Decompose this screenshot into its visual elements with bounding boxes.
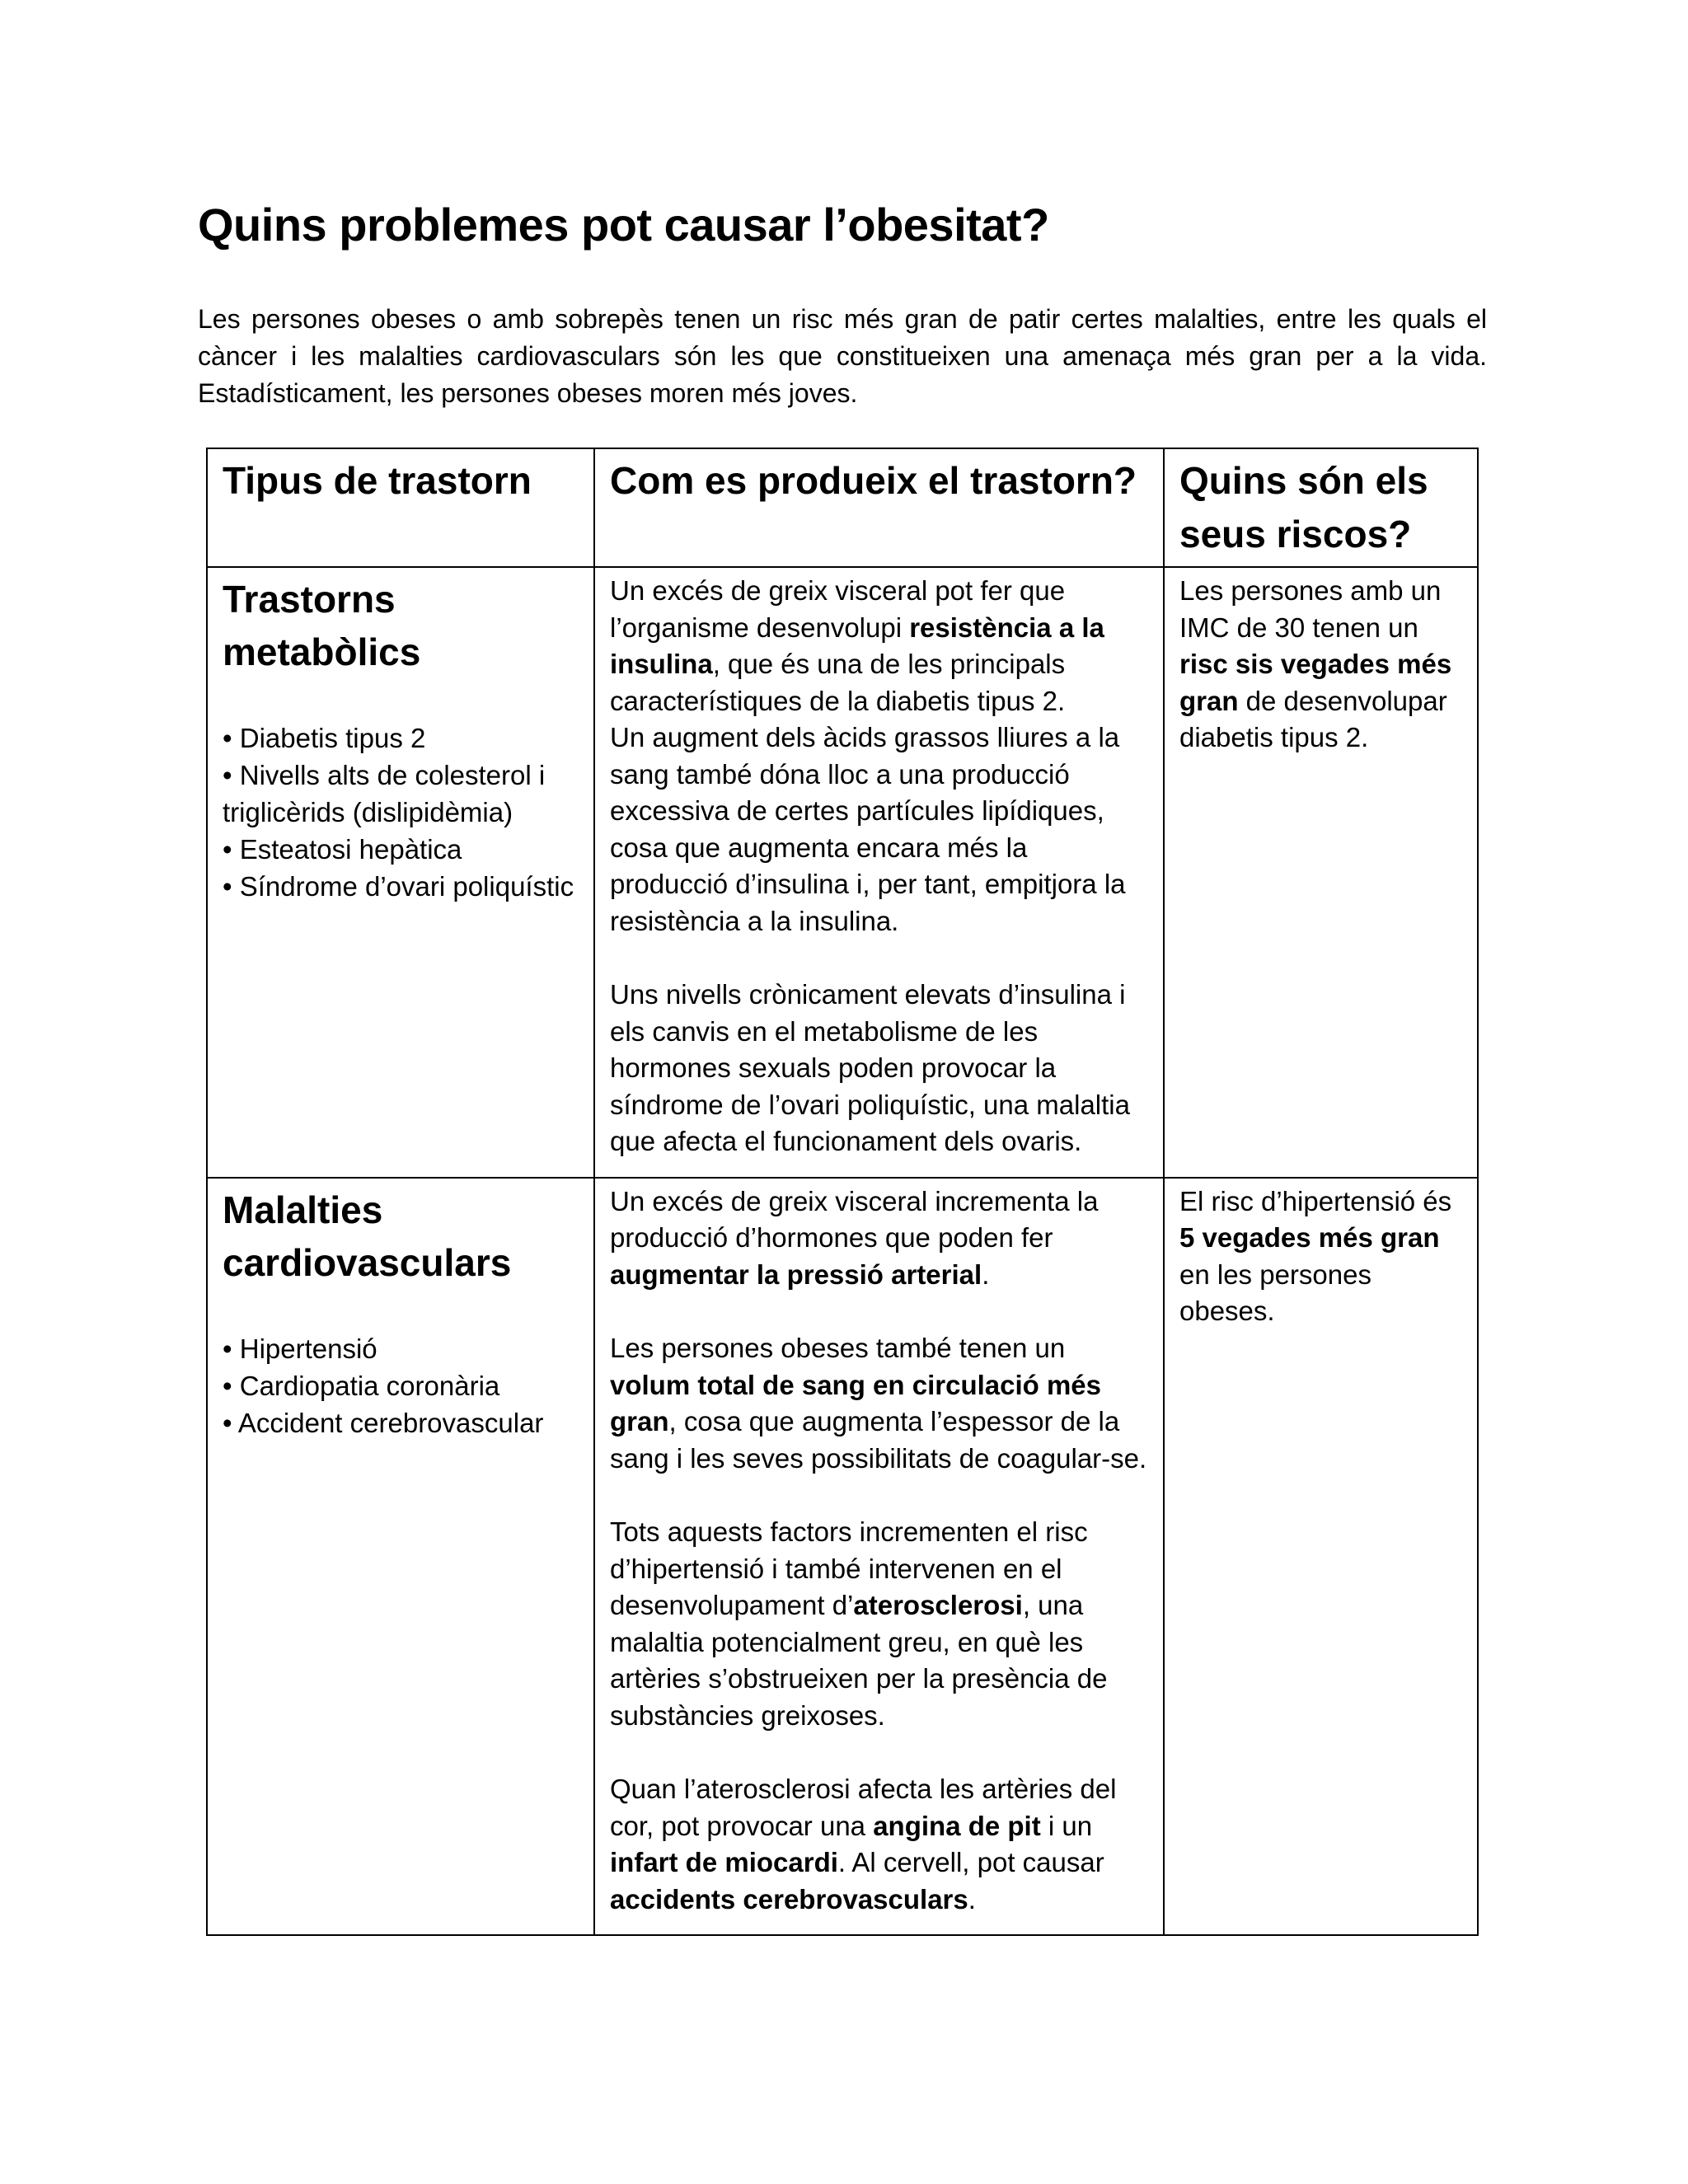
list-item: • Diabetis tipus 2 [223, 719, 580, 757]
list-item: • Esteatosi hepàtica [223, 831, 580, 868]
cardio-how-paragraph-3 [610, 1514, 1150, 1734]
text-run: en les persones obeses. [1179, 1258, 1372, 1326]
bold-run: augmentar la pressió arterial [610, 1258, 982, 1290]
text-run: El risc d’hipertensió és [1179, 1185, 1452, 1216]
list-item: • Accident cerebrovascular [223, 1404, 580, 1441]
metabolic-bullet-list [223, 719, 580, 905]
cardio-how-paragraph-4 [610, 1771, 1150, 1918]
text-run: . Al cervell, pot causar [837, 1847, 1104, 1877]
metabolic-how-paragraph-3: Uns nivells crònicament elevats d’insulina i els canvis en el metabolisme de les hormones sexuals poden provocar la síndrome de l’ovari poliquístic, una malaltia que afecta el funcionament dels ovaris. [610, 979, 1130, 1156]
metabolic-risk-cell [1164, 567, 1478, 1178]
bold-run: volum total de sang en circulació més gran [610, 1369, 1102, 1436]
bold-run: accidents cerebrovasculars [610, 1883, 968, 1915]
bold-run: infart de miocardi [610, 1847, 838, 1877]
text-run: Un excés de greix visceral pot fer que l’organisme desenvolupi [610, 575, 1066, 643]
cardio-risk-cell [1164, 1178, 1478, 1936]
text-run: . [982, 1258, 990, 1290]
cardio-bullet-list [223, 1330, 580, 1441]
metabolic-category-cell [207, 567, 594, 1178]
list-item: • Nivells alts de colesterol i triglicèrids (dislipidèmia) [223, 757, 580, 831]
bold-run: 5 vegades més gran [1179, 1222, 1440, 1253]
cardio-how-cell [594, 1178, 1164, 1936]
text-run: Quan l’aterosclerosi afecta les artèries del cor, pot provocar una [610, 1774, 1117, 1841]
cardio-how-paragraph-2 [610, 1330, 1150, 1477]
table-row-metabolic [207, 567, 1478, 1178]
cardio-how-paragraph-1 [610, 1183, 1150, 1294]
table-row-cardiovascular [207, 1178, 1478, 1936]
table-header-row [207, 448, 1478, 567]
cardio-risk-text [1179, 1183, 1464, 1330]
metabolic-how-cell [594, 567, 1164, 1178]
metabolic-risk-text [1179, 573, 1464, 757]
disorders-table [206, 448, 1479, 1936]
list-item: • Hipertensió [223, 1330, 580, 1367]
cardio-category-cell [207, 1178, 594, 1936]
text-run: , que és una de les principals característiques de la diabetis tipus 2. [610, 649, 1066, 716]
text-run: Tots aquests factors incrementen el risc d’hipertensió i també intervenen en el desenvolupament d’ [610, 1516, 1088, 1620]
list-item: • Cardiopatia coronària [223, 1367, 580, 1404]
cardio-category-title: Malalties cardiovasculars [223, 1188, 512, 1284]
list-item: • Síndrome d’ovari poliquístic [223, 868, 580, 905]
page-title: Quins problemes pot causar l’obesitat? [198, 199, 1049, 251]
text-run: Les persones amb un IMC de 30 tenen un [1179, 575, 1442, 643]
metabolic-how-paragraph-2: Un augment dels àcids grassos lliures a la sang també dóna lloc a una producció excessiva de certes partícules lipídiques, cosa que augmenta encara més la producció d’insulina i, per tant, empitjora la resistència a la insulina. [610, 722, 1126, 936]
header-risks: Quins són els seus riscos? [1164, 448, 1478, 567]
text-run: Les persones obeses també tenen un [610, 1333, 1066, 1363]
text-run: i un [1040, 1810, 1093, 1841]
text-run: de desenvolupar diabetis tipus 2. [1179, 685, 1447, 752]
text-run: , una malaltia potencialment greu, en què les artèries s’obstrueixen per la presència de substàncies greixoses. [610, 1590, 1108, 1731]
text-run: , cosa que augmenta l’espessor de la sang i les seves possibilitats de coagular-se. [610, 1406, 1147, 1474]
text-run: Un excés de greix visceral incrementa la producció d’hormones que poden fer [610, 1185, 1099, 1253]
metabolic-category-title: Trastorns metabòlics [223, 578, 421, 673]
header-disorder-type: Tipus de trastorn [207, 448, 594, 567]
intro-paragraph: Les persones obeses o amb sobrepès tenen un risc més gran de patir certes malalties, entre les quals el càncer i les malalties cardiovasculars són les que constitueixen una amenaça més gran per a la vida. Estadísticament, les persones obeses moren més joves. [198, 304, 1487, 408]
bold-run: risc sis vegades més gran [1179, 649, 1452, 716]
bold-run: angina de pit [873, 1810, 1041, 1841]
bold-run: aterosclerosi [853, 1590, 1023, 1620]
metabolic-how-paragraph-1 [610, 573, 1150, 719]
text-run: . [968, 1883, 976, 1915]
header-how-produced: Com es produeix el trastorn? [594, 448, 1164, 567]
bold-run: resistència a la insulina [610, 612, 1104, 679]
